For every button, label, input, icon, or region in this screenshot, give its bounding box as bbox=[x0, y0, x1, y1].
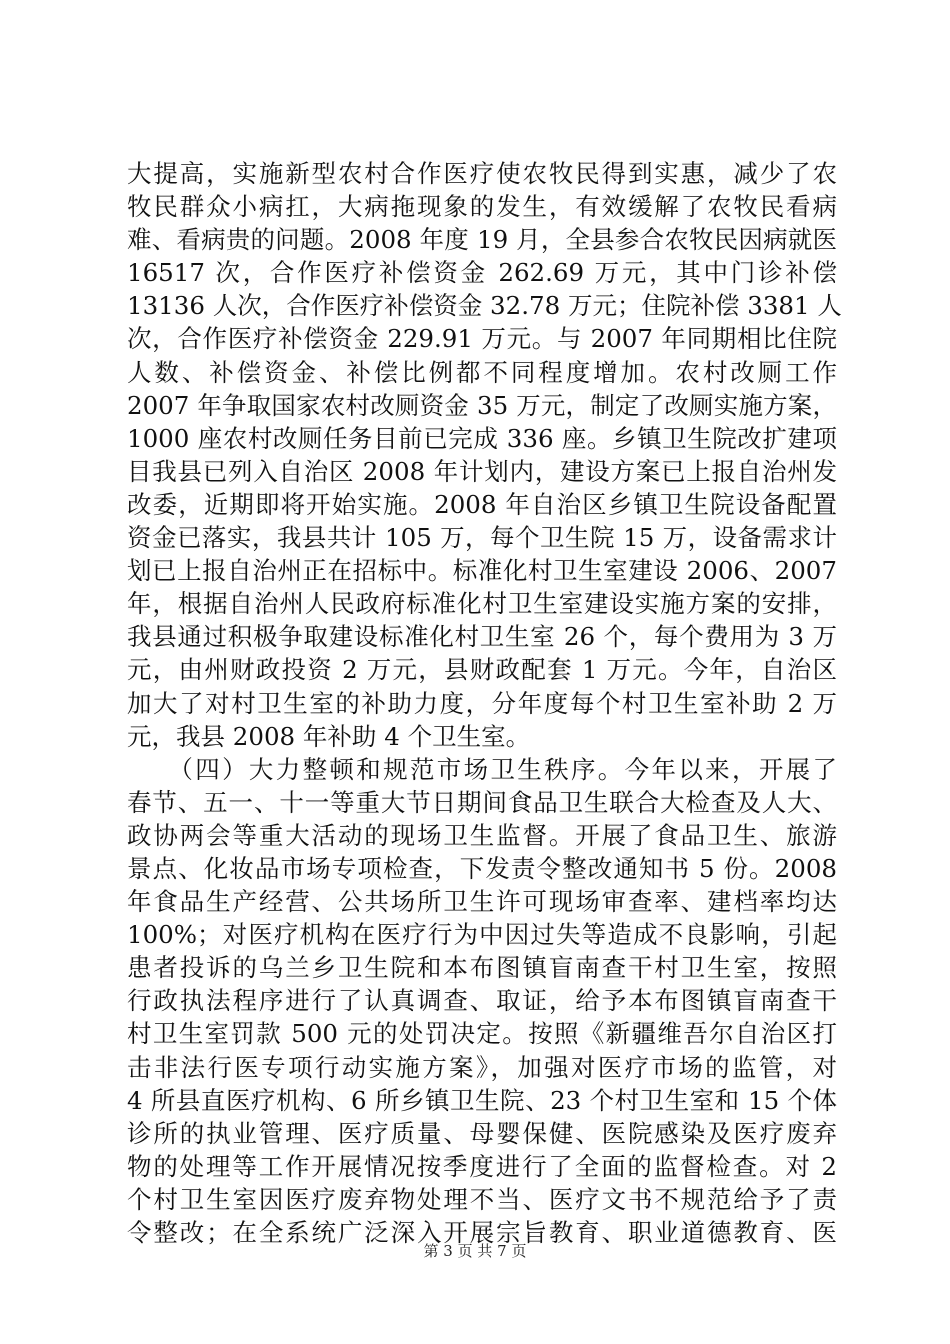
body-text bbox=[127, 157, 842, 1249]
text-line: 我县通过积极争取建设标准化村卫生室 26 个，每个费用为 3 万 bbox=[127, 622, 837, 652]
text-line: 2007 年争取国家农村改厕资金 35 万元，制定了改厕实施方案， bbox=[127, 390, 837, 420]
text-line: 元，由州财政投资 2 万元，县财政配套 1 万元。今年，自治区 bbox=[127, 655, 837, 685]
text-line: 诊所的执业管理、医疗质量、母婴保健、医院感染及医疗废弃 bbox=[127, 1118, 837, 1148]
text-line: 4 所县直医疗机构、6 所乡镇卫生院、23 个村卫生室和 15 个体 bbox=[127, 1085, 837, 1115]
paragraph-start-line: （四）大力整顿和规范市场卫生秩序。今年以来，开展了 bbox=[127, 754, 837, 784]
text-line: 个村卫生室因医疗废弃物处理不当、医疗文书不规范给予了责 bbox=[127, 1184, 837, 1214]
page-footer: 第 3 页 共 7 页 bbox=[423, 1242, 527, 1260]
text-line: 次，合作医疗补偿资金 229.91 万元。与 2007 年同期相比住院 bbox=[127, 324, 837, 354]
text-line: 物的处理等工作开展情况按季度进行了全面的监督检查。对 2 bbox=[127, 1151, 837, 1181]
text-line: 击非法行医专项行动实施方案》，加强对医疗市场的监管，对 bbox=[127, 1052, 837, 1082]
text-line: 年，根据自治州人民政府标准化村卫生室建设实施方案的安排， bbox=[127, 589, 837, 619]
text-line: 牧民群众小病扛，大病拖现象的发生，有效缓解了农牧民看病 bbox=[127, 192, 837, 222]
text-line: 1000 座农村改厕任务目前已完成 336 座。乡镇卫生院改扩建项 bbox=[127, 423, 837, 453]
text-line: 100%；对医疗机构在医疗行为中因过失等造成不良影响，引起 bbox=[127, 920, 837, 950]
text-line: 难、看病贵的问题。2008 年度 19 月，全县参合农牧民因病就医 bbox=[127, 225, 837, 255]
text-line: 划已上报自治州正在招标中。标准化村卫生室建设 2006、2007 bbox=[127, 556, 837, 586]
text-line: 人数、补偿资金、补偿比例都不同程度增加。农村改厕工作 bbox=[127, 357, 837, 387]
text-line: 目我县已列入自治区 2008 年计划内，建设方案已上报自治州发 bbox=[127, 456, 837, 486]
text-line: 改委，近期即将开始实施。2008 年自治区乡镇卫生院设备配置 bbox=[127, 489, 837, 519]
text-line: 景点、化妆品市场专项检查，下发责令整改通知书 5 份。2008 bbox=[127, 853, 837, 883]
text-line: 加大了对村卫生室的补助力度，分年度每个村卫生室补助 2 万 bbox=[127, 688, 837, 718]
text-line: 行政执法程序进行了认真调查、取证，给予本布图镇盲南查干 bbox=[127, 986, 837, 1016]
paragraph-end-line: 元，我县 2008 年补助 4 个卫生室。 bbox=[127, 721, 531, 751]
text-line: 令整改；在全系统广泛深入开展宗旨教育、职业道德教育、医 bbox=[127, 1218, 837, 1247]
text-line: 大提高，实施新型农村合作医疗使农牧民得到实惠，减少了农 bbox=[127, 159, 837, 188]
text-line: 村卫生室罚款 500 元的处罚决定。按照《新疆维吾尔自治区打 bbox=[127, 1019, 837, 1049]
text-line: 资金已落实，我县共计 105 万，每个卫生院 15 万，设备需求计 bbox=[127, 523, 837, 553]
text-line: 13136 人次，合作医疗补偿资金 32.78 万元；住院补偿 3381 人 bbox=[127, 291, 842, 321]
text-line: 年食品生产经营、公共场所卫生许可现场审查率、建档率均达 bbox=[127, 887, 837, 917]
text-line: 政协两会等重大活动的现场卫生监督。开展了食品卫生、旅游 bbox=[127, 820, 837, 850]
text-line: 春节、五一、十一等重大节日期间食品卫生联合大检查及人大、 bbox=[127, 787, 837, 817]
text-line: 患者投诉的乌兰乡卫生院和本布图镇盲南查干村卫生室，按照 bbox=[127, 953, 837, 983]
text-line: 16517 次，合作医疗补偿资金 262.69 万元，其中门诊补偿 bbox=[127, 258, 837, 288]
